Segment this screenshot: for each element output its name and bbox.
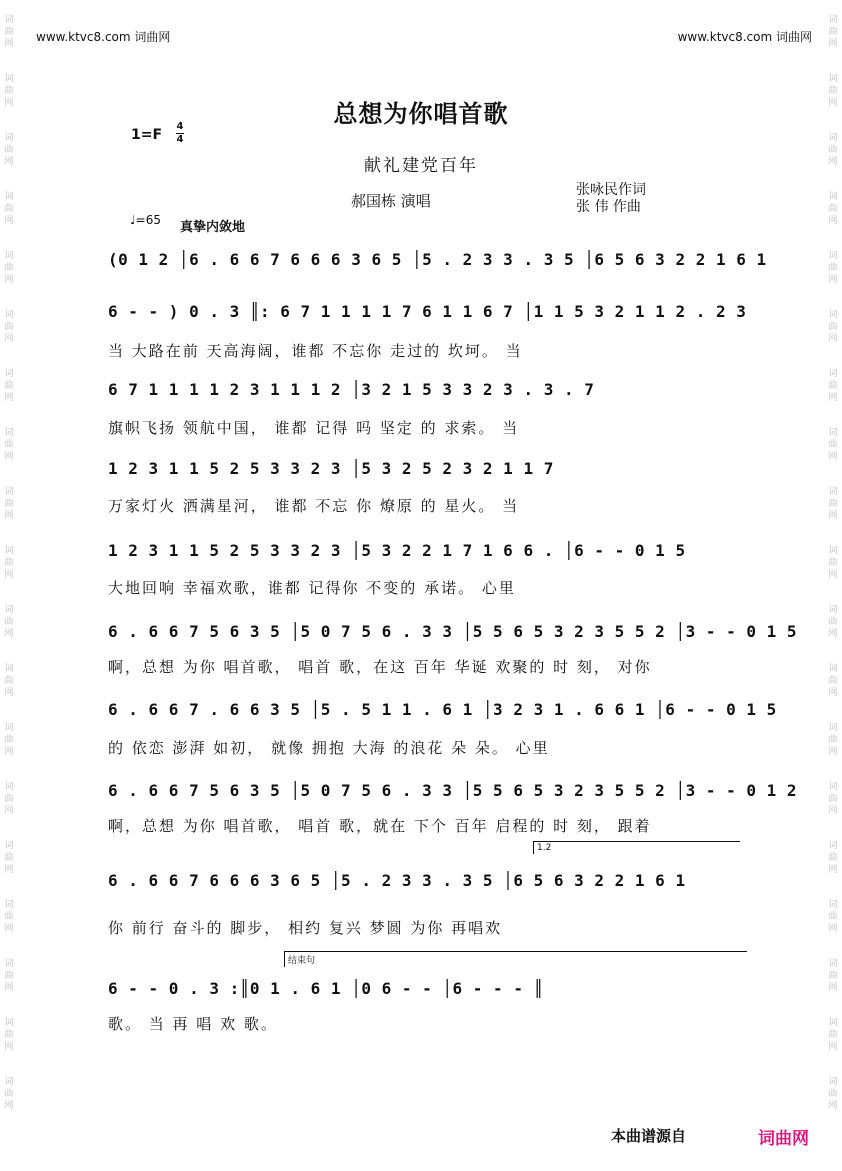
song-title: 总想为你唱首歌 <box>333 100 509 128</box>
notation-line: 1 2 3 1 1 5 2 5 3 3 2 3 │5 3 2 2 1 7 1 6 6 . │6 - - 0 1 5 <box>108 541 686 560</box>
watermark-group: 词 曲 网 <box>828 15 838 49</box>
watermark-group: 词 曲 网 <box>828 133 838 167</box>
watermark-group: 词 曲 网 <box>828 428 838 462</box>
ending-label: 结束句 <box>288 956 316 966</box>
watermark-group: 词 曲 网 <box>4 959 14 993</box>
watermark-group: 词 曲 网 <box>828 782 838 816</box>
watermark-group: 词 曲 网 <box>828 487 838 521</box>
lyricist-credit: 张咏民作词 <box>576 182 646 198</box>
watermark-group: 词 曲 网 <box>4 15 14 49</box>
watermark-group: 词 曲 网 <box>828 605 838 639</box>
site-url-right[interactable]: www.ktvc8.com 词曲网 <box>677 30 812 44</box>
lyric-line: 你 前行 奋斗的 脚步， 相约 复兴 梦圆 为你 再唱欢 <box>108 919 503 937</box>
watermark-group: 词 曲 网 <box>4 1018 14 1052</box>
watermark-group: 词 曲 网 <box>828 369 838 403</box>
lyric-line: 大地回响 幸福欢歌，谁都 记得你 不变的 承诺。 心里 <box>108 579 516 597</box>
lyric-line: 啊，总想 为你 唱首歌， 唱首 歌，就在 下个 百年 启程的 时 刻， 跟着 <box>108 817 652 835</box>
volta-label: 1.2 <box>537 843 552 853</box>
lyric-line: 当 大路在前 天高海阔，谁都 不忘你 走过的 坎坷。 当 <box>108 342 523 360</box>
watermark-group: 词 曲 网 <box>828 74 838 108</box>
key-signature: 1=F <box>131 127 163 143</box>
watermark-group: 词 曲 网 <box>828 310 838 344</box>
watermark-group: 词 曲 网 <box>828 841 838 875</box>
watermark-group: 词 曲 网 <box>4 723 14 757</box>
site-url-left[interactable]: www.ktvc8.com 词曲网 <box>36 30 171 44</box>
watermark-group: 词 曲 网 <box>4 782 14 816</box>
watermark-group: 词 曲 网 <box>4 428 14 462</box>
watermark-group: 词 曲 网 <box>4 192 14 226</box>
watermark-group: 词 曲 网 <box>4 664 14 698</box>
watermark-group: 词 曲 网 <box>4 310 14 344</box>
watermark-group: 词 曲 网 <box>828 546 838 580</box>
time-signature <box>176 122 184 145</box>
lyric-line: 的 依恋 澎湃 如初， 就像 拥抱 大海 的浪花 朵 朵。 心里 <box>108 739 550 757</box>
watermark-group: 词 曲 网 <box>828 900 838 934</box>
watermark-group: 词 曲 网 <box>828 723 838 757</box>
lyric-line: 啊，总想 为你 唱首歌， 唱首 歌，在这 百年 华诞 欢聚的 时 刻， 对你 <box>108 658 652 676</box>
expression-marking: 真挚内敛地 <box>180 220 246 235</box>
watermark-group: 词 曲 网 <box>4 74 14 108</box>
notation-line: 6 7 1 1 1 1 2 3 1 1 1 2 │3 2 1 5 3 3 2 3 . 3 . 7 <box>108 380 595 399</box>
notation-line: 6 . 6 6 7 5 6 3 5 │5 0 7 5 6 . 3 3 │5 5 6 5 3 2 3 5 5 2 │3 - - 0 1 2 <box>108 781 798 800</box>
volta-bracket <box>533 841 740 854</box>
composer-credit: 张 伟 作曲 <box>576 199 641 215</box>
notation-line: 6 - - 0 . 3 :║0 1 . 6 1 │0 6 - - │6 - - - ║ <box>108 979 544 998</box>
watermark-group: 词 曲 网 <box>4 900 14 934</box>
source-label: 本曲谱源自 <box>611 1127 687 1145</box>
watermark-group: 词 曲 网 <box>4 369 14 403</box>
watermark-group: 词 曲 网 <box>828 192 838 226</box>
watermark-group: 词 曲 网 <box>828 251 838 285</box>
watermark-group: 词 曲 网 <box>4 487 14 521</box>
lyric-line: 歌。 当 再 唱 欢 歌。 <box>108 1015 278 1033</box>
watermark-group: 词 曲 网 <box>828 1018 838 1052</box>
song-subtitle: 献礼建党百年 <box>364 156 478 176</box>
tempo-marking: ♩=65 <box>130 213 161 227</box>
singer-credit: 郝国栋 演唱 <box>351 192 431 210</box>
watermark-group: 词 曲 网 <box>828 664 838 698</box>
watermark-group: 词 曲 网 <box>828 1077 838 1111</box>
watermark-group: 词 曲 网 <box>4 605 14 639</box>
notation-line: 6 . 6 6 7 5 6 3 5 │5 0 7 5 6 . 3 3 │5 5 6 5 3 2 3 5 5 2 │3 - - 0 1 5 <box>108 622 798 641</box>
watermark-group: 词 曲 网 <box>4 546 14 580</box>
notation-line: 1 2 3 1 1 5 2 5 3 3 2 3 │5 3 2 5 2 3 2 1 1 7 <box>108 459 554 478</box>
watermark-group: 词 曲 网 <box>4 841 14 875</box>
watermark-group: 词 曲 网 <box>828 959 838 993</box>
time-numerator: 4 <box>176 121 184 132</box>
notation-line: 6 . 6 6 7 6 6 6 3 6 5 │5 . 2 3 3 . 3 5 │6 5 6 3 2 2 1 6 1 <box>108 871 686 890</box>
lyric-line: 万家灯火 洒满星河， 谁都 不忘 你 燎原 的 星火。 当 <box>108 497 520 515</box>
time-denominator: 4 <box>176 134 184 145</box>
watermark-group: 词 曲 网 <box>4 133 14 167</box>
notation-line: 6 . 6 6 7 . 6 6 3 5 │5 . 5 1 1 . 6 1 │3 2 3 1 . 6 6 1 │6 - - 0 1 5 <box>108 700 777 719</box>
notation-line: (0 1 2 │6 . 6 6 7 6 6 6 3 6 5 │5 . 2 3 3 . 3 5 │6 5 6 3 2 2 1 6 1 <box>108 250 767 269</box>
lyric-line: 旗帜飞扬 领航中国， 谁都 记得 吗 坚定 的 求索。 当 <box>108 419 520 437</box>
brand-logo[interactable]: 词曲网 <box>758 1129 809 1149</box>
ending-bracket <box>284 951 747 967</box>
watermark-group: 词 曲 网 <box>4 251 14 285</box>
watermark-group: 词 曲 网 <box>4 1077 14 1111</box>
notation-line: 6 - - ) 0 . 3 ║: 6 7 1 1 1 1 7 6 1 1 6 7 │1 1 5 3 2 1 1 2 . 2 3 <box>108 302 747 321</box>
